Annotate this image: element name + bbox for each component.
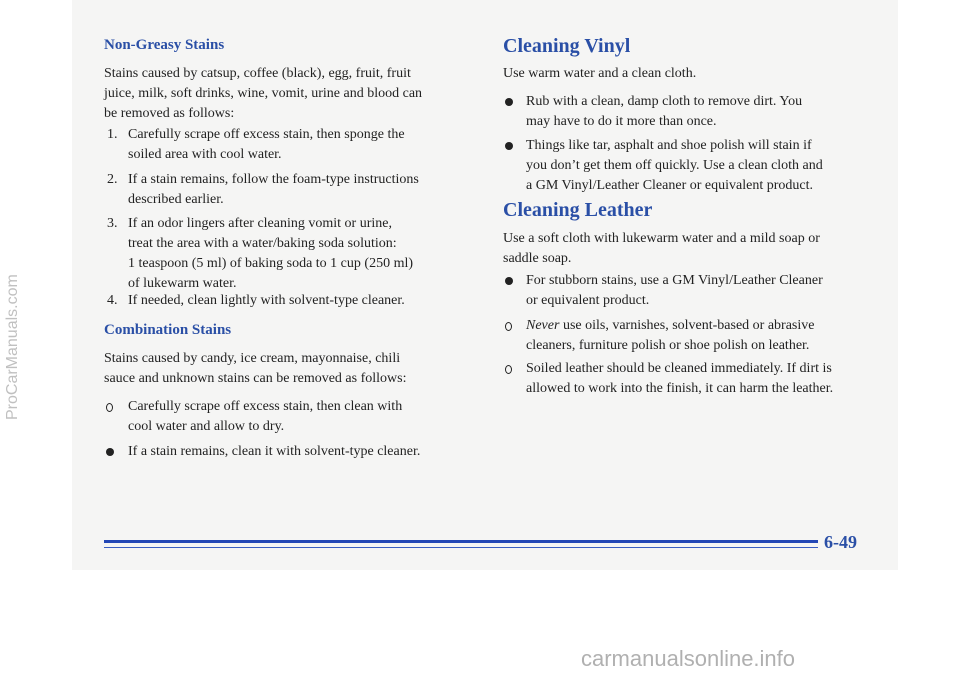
bullet-icon [505, 277, 513, 285]
intro-line: Stains caused by catsup, coffee (black), egg, fruit, fruit [104, 66, 411, 81]
non-greasy-heading: Non-Greasy Stains [104, 37, 225, 53]
step-line: soiled area with cool water. [128, 147, 282, 162]
bullet-line: For stubborn stains, use a GM Vinyl/Leather Cleaner [526, 273, 823, 288]
leather-intro [503, 229, 820, 269]
step-line: If needed, clean lightly with solvent-type cleaner. [128, 293, 405, 308]
bullet-line: Rub with a clean, damp cloth to remove dirt. You [526, 94, 803, 109]
step-line: If a stain remains, follow the foam-type instructions [128, 172, 419, 187]
bullet-icon [505, 322, 512, 331]
bullet-line-text: use oils, varnishes, solvent-based or abrasive [559, 318, 815, 333]
bullet-icon [106, 403, 113, 412]
footer-rule-thick [104, 540, 818, 543]
bullet-icon [505, 142, 513, 150]
bullet-icon [505, 365, 512, 374]
intro-line: Use a soft cloth with lukewarm water and a mild soap or [503, 231, 820, 246]
step-line: If an odor lingers after cleaning vomit or urine, [128, 216, 392, 231]
bottom-watermark: carmanualsonline.info [581, 646, 796, 671]
non-greasy-intro [104, 64, 422, 124]
step-line: of lukewarm water. [128, 276, 237, 291]
step-number: 4. [107, 293, 118, 308]
step-number: 1. [107, 127, 118, 142]
side-watermark: ProCarManuals.com [4, 274, 21, 420]
bullet-line: Things like tar, asphalt and shoe polish will stain if [526, 138, 812, 153]
intro-line: saddle soap. [503, 251, 572, 266]
page-number: 6-49 [824, 532, 857, 552]
bullet-line: you don’t get them off quickly. Use a clean cloth and [526, 158, 823, 173]
bullet-icon [106, 448, 114, 456]
combination-heading: Combination Stains [104, 322, 232, 338]
bullet-line: cleaners, furniture polish or shoe polish on leather. [526, 338, 810, 353]
step-line: Carefully scrape off excess stain, then sponge the [128, 127, 405, 142]
bullet-line [526, 316, 896, 336]
intro-line: juice, milk, soft drinks, wine, vomit, urine and blood can [104, 86, 423, 101]
step-line: described earlier. [128, 192, 224, 207]
bullet-line: may have to do it more than once. [526, 114, 717, 129]
bullet-line: Soiled leather should be cleaned immediately. If dirt is [526, 361, 832, 376]
step-line: treat the area with a water/baking soda solution: [128, 236, 397, 251]
step-number: 2. [107, 172, 118, 187]
intro-line: be removed as follows: [104, 106, 235, 121]
intro-line: sauce and unknown stains can be removed as follows: [104, 371, 407, 386]
combination-intro [104, 349, 406, 389]
intro-line: Stains caused by candy, ice cream, mayonnaise, chili [104, 351, 401, 366]
bullet-line: Carefully scrape off excess stain, then clean with [128, 399, 403, 414]
bullet-line: a GM Vinyl/Leather Cleaner or equivalent product. [526, 178, 813, 193]
bullet-icon [505, 98, 513, 106]
bullet-line: or equivalent product. [526, 293, 650, 308]
cleaning-leather-heading: Cleaning Leather [503, 199, 653, 221]
step-line: 1 teaspoon (5 ml) of baking soda to 1 cup (250 ml) [128, 256, 414, 271]
cleaning-vinyl-heading: Cleaning Vinyl [503, 35, 631, 57]
never-emphasis: Never [526, 318, 560, 333]
footer-rule-thin [104, 547, 818, 548]
step-number: 3. [107, 216, 118, 231]
vinyl-intro: Use warm water and a clean cloth. [503, 66, 697, 81]
bullet-line: cool water and allow to dry. [128, 419, 285, 434]
bullet-line: If a stain remains, clean it with solvent-type cleaner. [128, 444, 421, 459]
bullet-line: allowed to work into the finish, it can harm the leather. [526, 381, 834, 396]
